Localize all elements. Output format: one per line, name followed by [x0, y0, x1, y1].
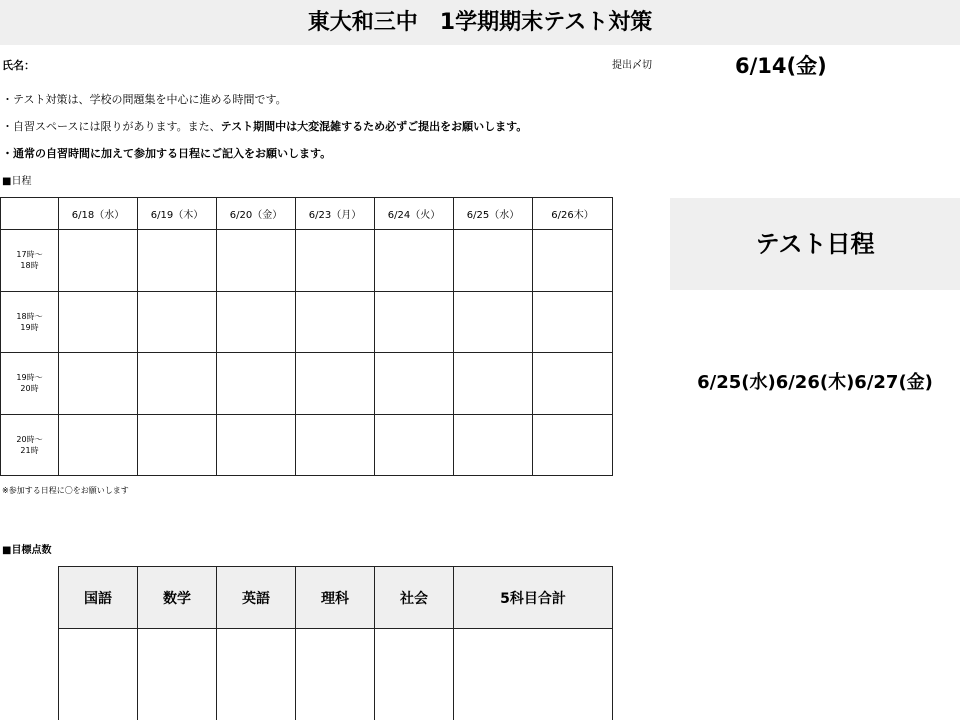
- goals-input-row: [59, 629, 613, 720]
- note-line-2-bold: テスト期間中は大変混雑するため必ずご提出をお願いします。: [220, 120, 528, 133]
- time-label: [1, 230, 59, 292]
- schedule-cell[interactable]: [59, 230, 138, 292]
- date-header: 6/23（月）: [296, 198, 375, 230]
- schedule-cell[interactable]: [533, 414, 613, 476]
- schedule-cell[interactable]: [375, 414, 454, 476]
- time-start: 18時～: [16, 311, 43, 321]
- corner-cell: [1, 198, 59, 230]
- time-row: [1, 353, 613, 415]
- time-end: 21時: [20, 445, 39, 455]
- schedule-cell[interactable]: [217, 414, 296, 476]
- score-cell[interactable]: [138, 629, 217, 720]
- score-cell[interactable]: [217, 629, 296, 720]
- subject-header: 英語: [217, 567, 296, 629]
- schedule-cell[interactable]: [454, 291, 533, 353]
- schedule-cell[interactable]: [59, 291, 138, 353]
- time-label: [1, 353, 59, 415]
- name-label: 氏名：: [2, 59, 35, 72]
- subject-header: 社会: [375, 567, 454, 629]
- time-start: 20時～: [16, 434, 43, 444]
- time-row: [1, 230, 613, 292]
- time-label: [1, 414, 59, 476]
- note-line-1: ・テスト対策は、学校の問題集を中心に進める時間です。: [2, 93, 287, 106]
- schedule-cell[interactable]: [375, 230, 454, 292]
- schedule-cell[interactable]: [217, 230, 296, 292]
- date-header: 6/18（水）: [59, 198, 138, 230]
- schedule-cell[interactable]: [217, 353, 296, 415]
- score-cell[interactable]: [296, 629, 375, 720]
- schedule-cell[interactable]: [296, 291, 375, 353]
- schedule-cell[interactable]: [138, 353, 217, 415]
- subject-header: 理科: [296, 567, 375, 629]
- score-cell[interactable]: [454, 629, 613, 720]
- schedule-cell[interactable]: [138, 291, 217, 353]
- schedule-cell[interactable]: [533, 230, 613, 292]
- schedule-cell[interactable]: [375, 353, 454, 415]
- schedule-note: ※参加する日程に〇をお願いします: [2, 486, 129, 495]
- schedule-cell[interactable]: [138, 230, 217, 292]
- time-end: 19時: [20, 322, 39, 332]
- note-line-2-plain: ・自習スペースには限りがあります。また、: [2, 120, 221, 133]
- schedule-cell[interactable]: [138, 414, 217, 476]
- date-header: 6/25（水）: [454, 198, 533, 230]
- schedule-cell[interactable]: [533, 353, 613, 415]
- time-label: [1, 291, 59, 353]
- schedule-table: [0, 197, 613, 476]
- subject-header: 国語: [59, 567, 138, 629]
- schedule-cell[interactable]: [217, 291, 296, 353]
- date-header: 6/26木）: [533, 198, 613, 230]
- date-header: 6/19（木）: [138, 198, 217, 230]
- schedule-cell[interactable]: [375, 291, 454, 353]
- deadline-value: 6/14(金): [735, 54, 827, 78]
- page-title: 東大和三中 1学期期末テスト対策: [307, 10, 653, 35]
- goals-heading: ■目標点数: [2, 545, 52, 556]
- goals-table: [58, 566, 613, 720]
- schedule-heading: ■日程: [2, 176, 32, 187]
- time-end: 20時: [20, 384, 39, 394]
- test-schedule-dates: 6/25(水)6/26(木)6/27(金): [697, 372, 933, 393]
- schedule-cell[interactable]: [533, 291, 613, 353]
- test-schedule-label: テスト日程: [755, 230, 875, 258]
- time-start: 17時～: [16, 250, 43, 260]
- schedule-header-row: [1, 198, 613, 230]
- deadline-label: 提出〆切: [612, 60, 652, 71]
- time-row: [1, 291, 613, 353]
- date-header: 6/24（火）: [375, 198, 454, 230]
- schedule-cell[interactable]: [454, 230, 533, 292]
- subject-header: 5科目合計: [454, 567, 613, 629]
- schedule-cell[interactable]: [296, 353, 375, 415]
- schedule-cell[interactable]: [296, 414, 375, 476]
- note-line-3: ・通常の自習時間に加えて参加する日程にご記入をお願いします。: [2, 147, 332, 160]
- schedule-cell[interactable]: [454, 353, 533, 415]
- score-cell[interactable]: [59, 629, 138, 720]
- time-start: 19時～: [16, 373, 43, 383]
- schedule-cell[interactable]: [59, 414, 138, 476]
- schedule-cell[interactable]: [59, 353, 138, 415]
- time-row: [1, 414, 613, 476]
- time-end: 18時: [20, 261, 39, 271]
- note-line-2: [2, 120, 527, 134]
- date-header: 6/20（金）: [217, 198, 296, 230]
- goals-header-row: [59, 567, 613, 629]
- subject-header: 数学: [138, 567, 217, 629]
- schedule-cell[interactable]: [454, 414, 533, 476]
- schedule-cell[interactable]: [296, 230, 375, 292]
- score-cell[interactable]: [375, 629, 454, 720]
